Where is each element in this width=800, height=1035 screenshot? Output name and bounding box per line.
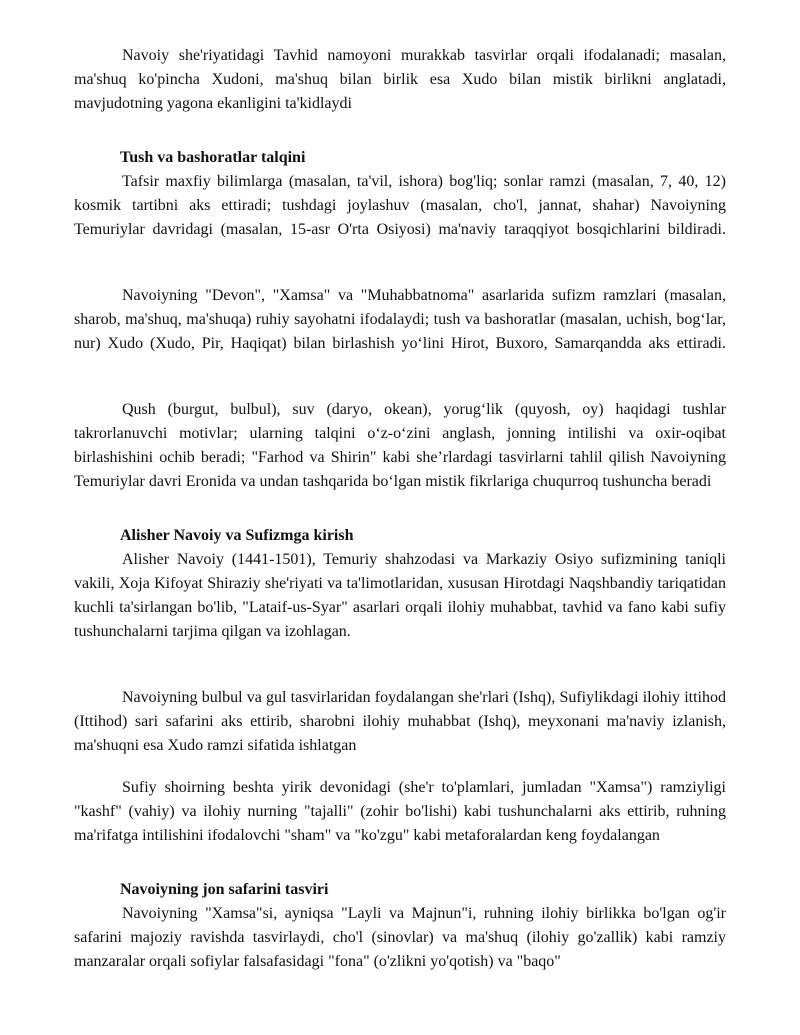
heading-soul-journey: Navoiyning jon safarini tasviri (120, 881, 329, 898)
document-page (74, 44, 726, 974)
paragraph-bulbul: Navoiyning bulbul va gul tasvirlaridan foydalangan she'rlari (Ishq), Sufiylikdagi ilohiy ittihod (Ittihod) sari safarini aks ettirib, sharobni ilohiy muhabbat (Ishq), meyxonani ma'naviy izlanish, ma'shuqni esa Xudo ramzi sifatida ishlatgan (74, 689, 726, 754)
paragraph-tafsir: Tafsir maxfiy bilimlarga (masalan, ta'vil, ishora) bog'liq; sonlar ramzi (masalan, 7, 40, 12) kosmik tartibni aks ettiradi; tushdagi joylashuv (masalan, cho'l, jannat, shahar) Navoiyning Temuriylar davridagi (masalan, 15-asr O'rta Osiyosi) ma'naviy taraqqiyot bosqichlarini bildiradi. (74, 173, 726, 238)
paragraph-devonlar: Sufiy shoirning beshta yirik devonidagi (she'r to'plamlari, jumladan "Xamsa") ramziyligi "kashf" (vahiy) va ilohiy nurning "tajalli" (zohir bo'lishi) kabi tushunchalarni aks ettirib, ruhning ma'rifatga intilishini ifodalovchi "sham" va "ko'zgu" kabi metaforalardan keng foydalangan (74, 779, 726, 844)
paragraph-navoiy-bio: Alisher Navoiy (1441-1501), Temuriy shahzodasi va Markaziy Osiyo sufizmining taniqli vakili, Xoja Kifoyat Shiraziy she'riyati va ta'limotlaridan, xususan Hirotdagi Naqshbandiy tariqatidan kuchli ta'sirlangan bo'lib, "Lataif-us-Syar" asarlari orqali ilohiy muhabbat, tavhid va fano kabi sufiy tushunchalarni tarjima qilgan va izohlagan. (74, 551, 726, 640)
heading-dreams: Tush va bashoratlar talqini (120, 149, 306, 166)
paragraph-motifs: Qush (burgut, bulbul), suv (daryo, okean), yorug‘lik (quyosh, oy) haqidagi tushlar takrorlanuvchi motivlar; ularning talqini o‘z-o‘zini anglash, jonning intilishi va oxir-oqibat birlashishini ochib beradi; "Farhod va Shirin" kabi she’rlardagi tasvirlarni tahlil qilish Navoiyning Temuriylar davri Eronida va undan tashqarida bo‘lgan mistik fikrlariga chuqurroq tushuncha beradi (74, 401, 726, 490)
paragraph-tavhid: Navoiy she'riyatidagi Tavhid namoyoni murakkab tasvirlar orqali ifodalanadi; masalan, ma'shuq ko'pincha Xudoni, ma'shuq bilan birlik esa Xudo bilan mistik birlikni anglatadi, mavjudotning yagona ekanligini ta'kidlaydi (74, 47, 726, 112)
heading-sufism-intro: Alisher Navoiy va Sufizmga kirish (120, 527, 354, 544)
paragraph-devon: Navoiyning "Devon", "Xamsa" va "Muhabbatnoma" asarlarida sufizm ramzlari (masalan, sharob, ma'shuq, ma'shuqa) ruhiy sayohatni ifodalaydi; tush va bashoratlar (masalan, uchish, bog‘lar, nur) Xudo (Xudo, Pir, Haqiqat) bilan birlashish yo‘lini Hirot, Buxoro, Samarqandda aks ettiradi. (74, 287, 726, 352)
paragraph-xamsa: Navoiyning "Xamsa"si, ayniqsa "Layli va Majnun"i, ruhning ilohiy birlikka bo'lgan og'ir safarini majoziy ravishda tasvirlaydi, cho'l (sinovlar) va ma'shuq (ilohiy go'zallik) kabi ramziy manzaralar orqali sofiylar falsafasidagi "fona" (o'zlikni yo'qotish) va "baqo" (74, 905, 726, 970)
